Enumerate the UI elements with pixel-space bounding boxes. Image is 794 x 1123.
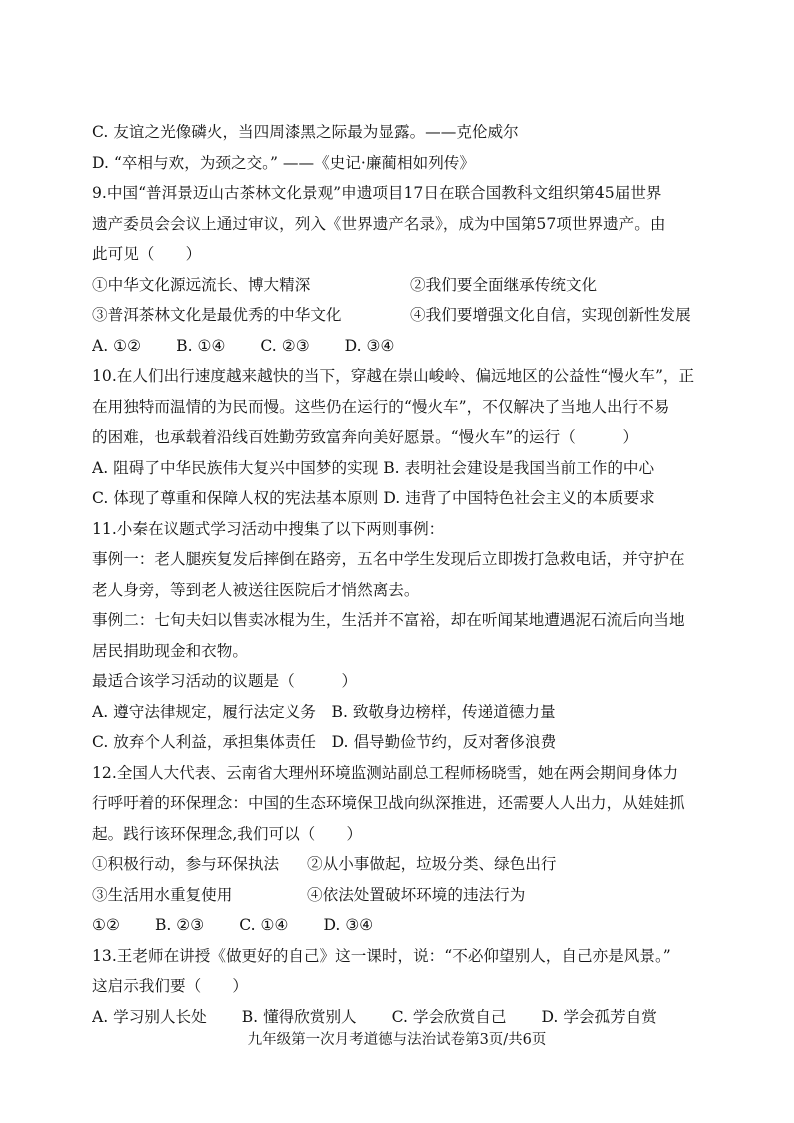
page-footer: 九年级第一次月考道德与法治试卷第3页/共6页 bbox=[247, 1032, 547, 1048]
q9-option-b: B. ①④ bbox=[176, 336, 226, 355]
q12-item-1: ①积极行动，参与环保执法 bbox=[92, 855, 280, 873]
q11-case1-line: 老人身旁，等到老人被送往医院后才悄然离去。 bbox=[92, 580, 420, 599]
question-11 bbox=[92, 514, 734, 758]
q11-options-cd: C. 放弃个人利益，承担集体责任 D. 倡导勤俭节约，反对奢侈浪费 bbox=[92, 733, 557, 751]
q9-options bbox=[92, 331, 734, 362]
q9-option-c: C. ②③ bbox=[260, 336, 310, 355]
question-9 bbox=[92, 178, 734, 361]
q9-stem-line: 遗产委员会会议上通过审议，列入《世界遗产名录》，成为中国第57项世界遗产。由 bbox=[92, 214, 666, 233]
q10-stem-line: 在用独特而温情的为民而慢。这些仍在运行的“慢火车”，不仅解决了当地人出行不易 bbox=[92, 397, 670, 416]
q13-option-d: D. 学会孤芳自赏 bbox=[541, 1007, 657, 1026]
question-12 bbox=[92, 758, 734, 941]
q12-stem-line: 行呼吁着的环保理念：中国的生态环境保卫战向纵深推进，还需要人人出力，从娃娃抓 bbox=[92, 794, 685, 812]
q11-case1-line: 事例一：老人腿疾复发后摔倒在路旁，五名中学生发现后立即拨打急救电话，并守护在 bbox=[92, 550, 685, 568]
q10-options-cd: C. 体现了尊重和保障人权的宪法基本原则 D. 违背了中国特色社会主义的本质要求 bbox=[92, 489, 655, 507]
q12-option-b: B. ②③ bbox=[154, 916, 205, 934]
q13-option-c: C. 学会欣赏自己 bbox=[391, 1007, 507, 1026]
q12-option-d: D. ③④ bbox=[323, 916, 374, 934]
q12-item-2: ②从小事做起，垃圾分类、绿色出行 bbox=[307, 855, 557, 873]
q12-item-3: ③生活用水重复使用 bbox=[92, 885, 233, 904]
q12-stem-line: 12.全国人大代表、云南省大理州环境监测站副总工程师杨晓雪，她在两会期间身体力 bbox=[92, 763, 679, 782]
q12-option-a: ①② bbox=[92, 916, 120, 934]
q9-item-3: ③普洱茶林文化是最优秀的中华文化 bbox=[92, 306, 342, 324]
q11-options-ab: A. 遵守法律规定，履行法定义务 B. 致敬身边榜样，传递道德力量 bbox=[92, 702, 556, 721]
q13-options bbox=[92, 1002, 734, 1033]
q9-item-2: ②我们要全面继承传统文化 bbox=[410, 275, 598, 294]
q13-option-b: B. 懂得欣赏别人 bbox=[241, 1007, 357, 1026]
question-10 bbox=[92, 361, 734, 514]
q10-options-ab: A. 阻碍了中华民族伟大复兴中国梦的实现 B. 表明社会建设是我国当前工作的中心 bbox=[92, 458, 655, 477]
q9-option-d: D. ③④ bbox=[344, 336, 395, 355]
q9-items-row bbox=[92, 270, 734, 301]
q8-option-c: C. 友谊之光像磷火，当四周漆黑之际最为显露。——克伦威尔 bbox=[92, 123, 519, 141]
q11-stem: 11.小秦在议题式学习活动中搜集了以下两则事例： bbox=[92, 519, 445, 538]
q9-item-1: ①中华文化源远流长、博大精深 bbox=[92, 275, 311, 294]
q11-question: 最适合该学习活动的议题是（ ） bbox=[92, 672, 358, 690]
q11-case2-line: 事例二：七旬夫妇以售卖冰棍为生，生活并不富裕，却在听闻某地遭遇泥石流后向当地 bbox=[92, 611, 685, 629]
q9-stem-line: 此可见（ ） bbox=[92, 245, 202, 263]
q9-items-row bbox=[92, 300, 734, 331]
q13-stem-line: 13.王老师在讲授《做更好的自己》这一课时，说：“不必仰望别人，自己亦是风景。” bbox=[92, 946, 671, 965]
q9-item-4: ④我们要增强文化自信，实现创新性发展 bbox=[410, 306, 691, 324]
q12-items-row bbox=[92, 880, 734, 911]
q10-stem-line: 的困难，也承载着沿线百姓勤劳致富奔向美好愿景。“慢火车”的运行（ ） bbox=[92, 428, 639, 446]
question-13 bbox=[92, 941, 734, 1033]
q8-option-d: D. “卒相与欢，为颈之交。” ——《史记·廉蔺相如列传》 bbox=[92, 153, 475, 172]
q13-stem-line: 这启示我们要（ ） bbox=[92, 977, 248, 995]
q12-stem-line: 起。践行该环保理念,我们可以（ ） bbox=[92, 824, 363, 843]
q9-option-a: A. ①② bbox=[92, 336, 142, 355]
q12-item-4: ④依法处置破坏环境的违法行为 bbox=[307, 885, 526, 904]
q9-stem-line: 9.中国“普洱景迈山古茶林文化景观”申遗项目17日在联合国教科文组织第45届世界 bbox=[92, 184, 662, 202]
q13-option-a: A. 学习别人长处 bbox=[92, 1007, 207, 1026]
q11-case2-line: 居民捐助现金和衣物。 bbox=[92, 641, 248, 660]
q12-options bbox=[92, 910, 734, 941]
q12-option-c: C. ①④ bbox=[239, 916, 289, 934]
q10-stem-line: 10.在人们出行速度越来越快的当下，穿越在崇山峻岭、偏远地区的公益性“慢火车”，正 bbox=[92, 367, 695, 385]
q12-items-row bbox=[92, 849, 734, 880]
